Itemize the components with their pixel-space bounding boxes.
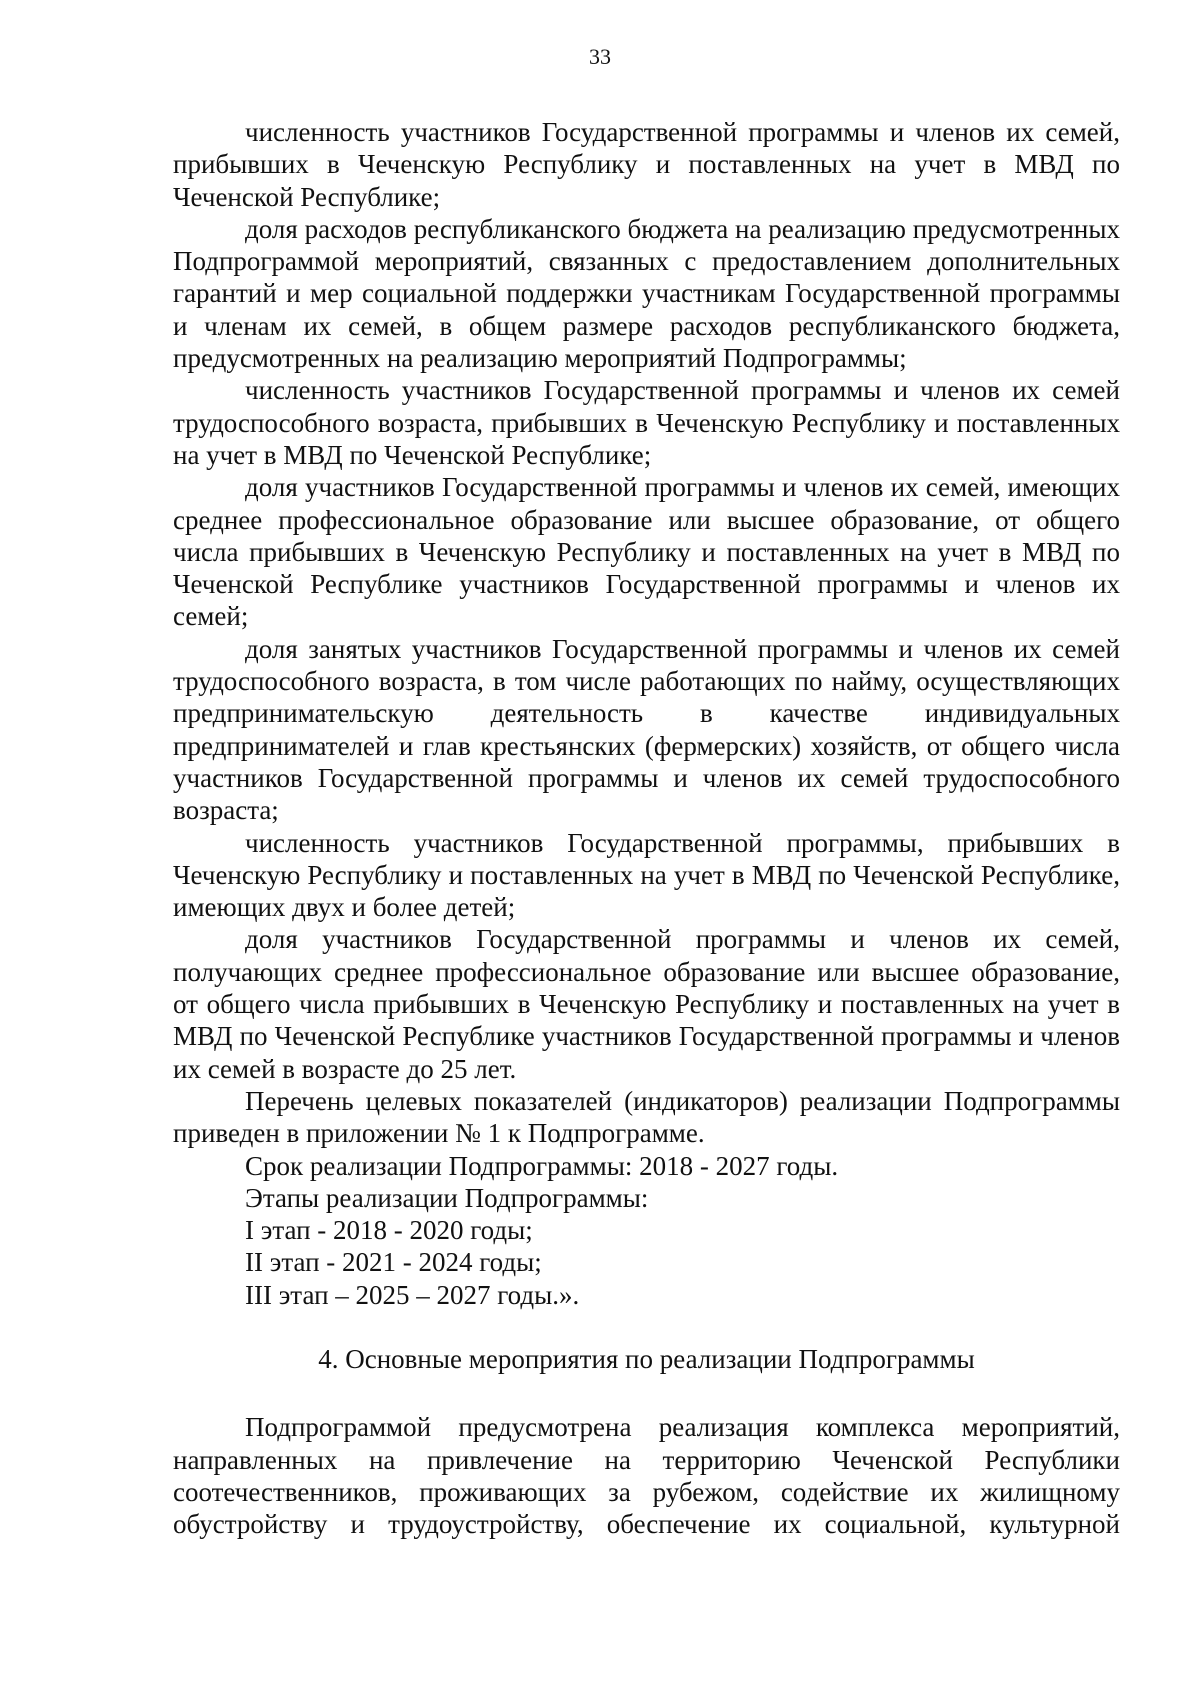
stages-heading: Этапы реализации Подпрограммы:: [245, 1182, 649, 1213]
indicator-paragraph-3: численность участников Государственной программы и членов их семей трудоспособного возраста, прибывших в Чеченскую Республику и поставленных на учет в МВД по Чеченской Республике;: [173, 375, 1120, 470]
implementation-period: Срок реализации Подпрограммы: 2018 - 2027 годы.: [245, 1150, 839, 1181]
section-heading: 4. Основные мероприятия по реализации Подпрограммы: [318, 1343, 975, 1374]
indicator-paragraph-5: доля занятых участников Государственной программы и членов их семей трудоспособного возраста, в том числе работающих по найму, осуществляющих предпринимательскую деятельность в качестве индивидуальных предпринимателей и глав крестьянских (фермерских) хозяйств, от общего числа участников Государственной программы и членов их семей трудоспособного возраста;: [173, 633, 1120, 826]
page-number: 33: [589, 44, 611, 69]
indicator-paragraph-2: доля расходов республиканского бюджета на реализацию предусмотренных Подпрограммой мероприятий, связанных с предоставлением дополнительных гарантий и мер социальной поддержки участникам Государственной программы и членам их семей, в общем размере расходов республиканского бюджета, предусмотренных на реализацию мероприятий Подпрограммы;: [173, 213, 1120, 374]
indicator-list-reference: Перечень целевых показателей (индикаторов) реализации Подпрограммы приведен в приложении № 1 к Подпрограмме.: [173, 1085, 1120, 1149]
stage-1: I этап - 2018 - 2020 годы;: [245, 1215, 533, 1246]
section-paragraph: Подпрограммой предусмотрена реализация комплекса мероприятий, направленных на привлечение на территорию Чеченской Республики соотечественников, проживающих за рубежом, содействие их жилищному обустройству и трудоустройству, обеспечение их социальной, культурной: [173, 1412, 1120, 1540]
stage-2: II этап - 2021 - 2024 годы;: [245, 1247, 542, 1278]
document-body: [173, 116, 1120, 1540]
indicator-paragraph-7: доля участников Государственной программы и членов их семей, получающих среднее профессиональное образование или высшее образование, от общего числа прибывших в Чеченскую Республику и поставленных на учет в МВД по Чеченской Республике участников Государственной программы и членов их семей в возрасте до 25 лет.: [173, 924, 1120, 1084]
indicator-paragraph-1: численность участников Государственной программы и членов их семей, прибывших в Чеченскую Республику и поставленных на учет в МВД по Чеченской Республике;: [173, 117, 1120, 212]
stage-3: III этап – 2025 – 2027 годы.».: [245, 1279, 580, 1310]
indicator-paragraph-6: численность участников Государственной программы, прибывших в Чеченскую Республику и поставленных на учет в МВД по Чеченской Республике, имеющих двух и более детей;: [173, 827, 1120, 923]
indicator-paragraph-4: доля участников Государственной программы и членов их семей, имеющих среднее профессиональное образование или высшее образование, от общего числа прибывших в Чеченскую Республику и поставленных на учет в МВД по Чеченской Республике участников Государственной программы и членов их семей;: [173, 472, 1120, 632]
